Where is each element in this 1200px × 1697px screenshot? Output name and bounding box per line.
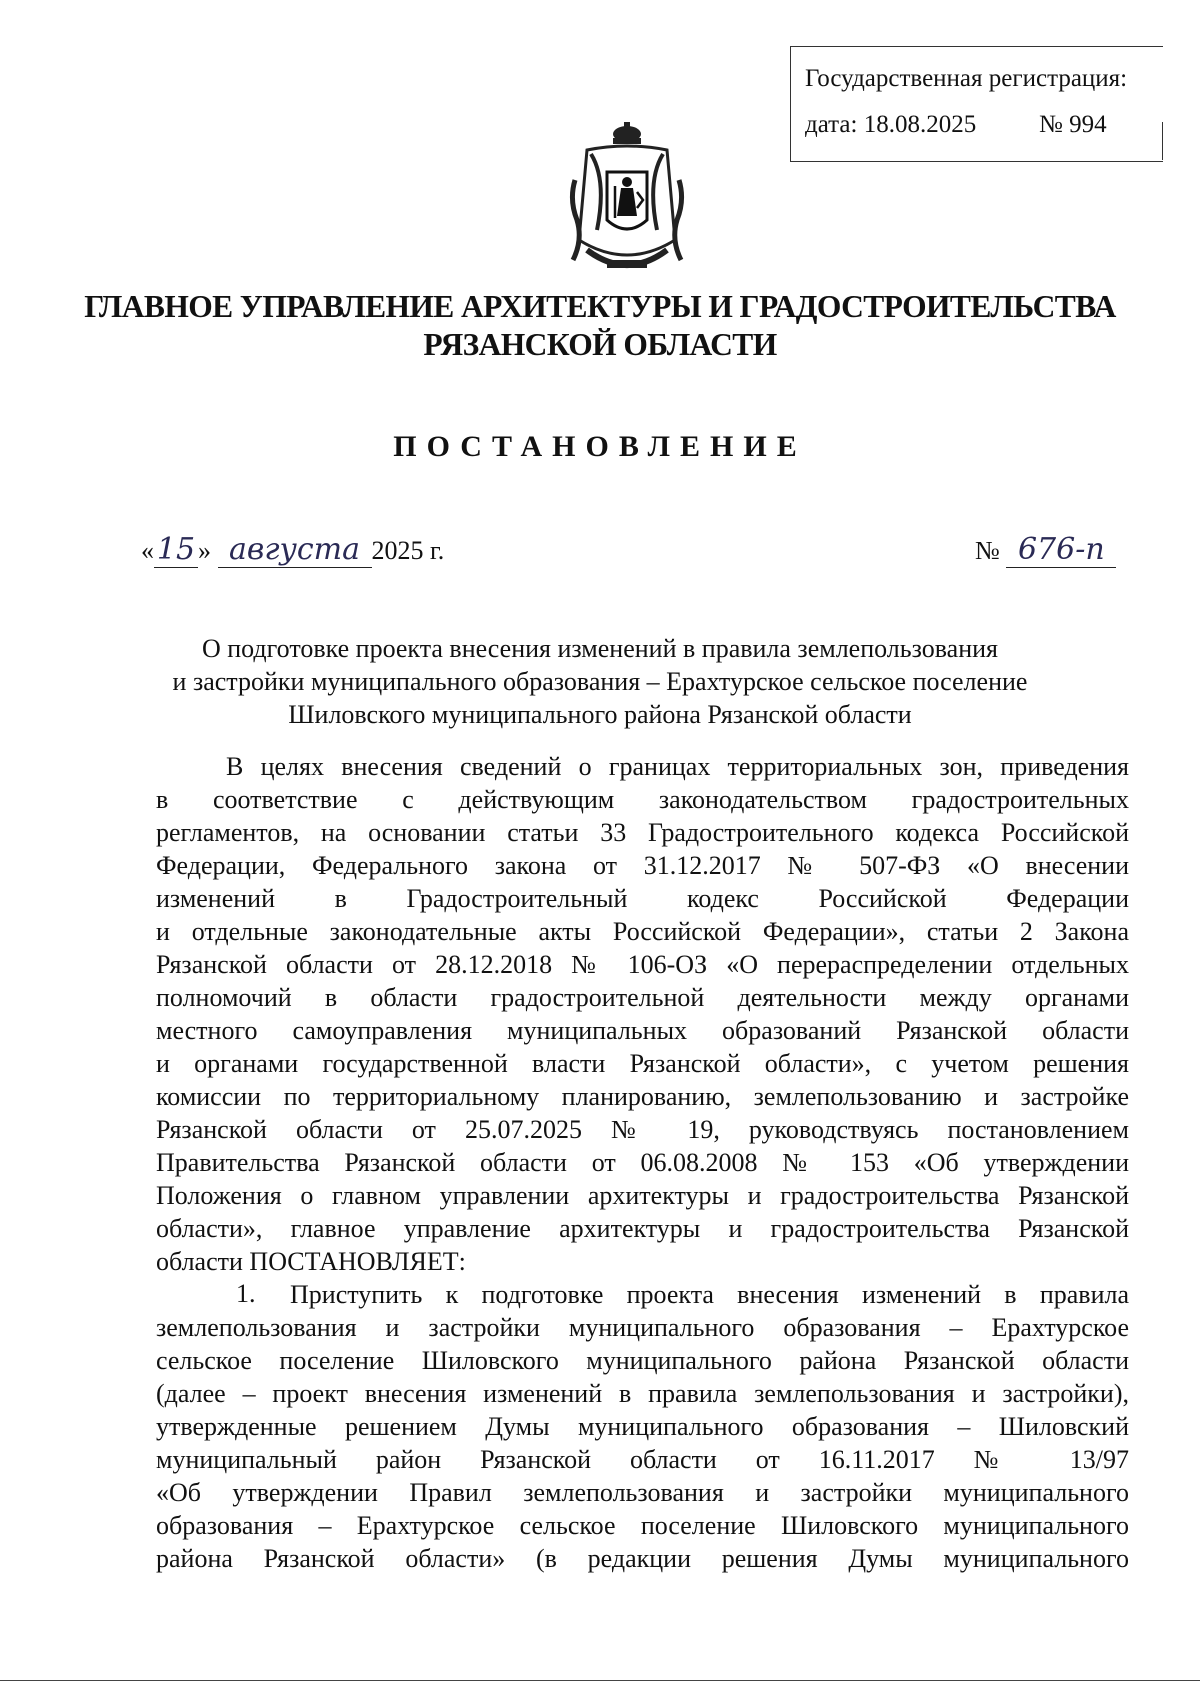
item-line: землепользования и застройки муниципального образования – Ерахтурское	[156, 1313, 1129, 1342]
item-line: сельское поселение Шиловского муниципального района Рязанской области	[156, 1346, 1129, 1375]
document-number	[975, 532, 1116, 568]
subject-line: Шиловского муниципального района Рязанской области	[288, 700, 912, 729]
item-line: образования – Ерахтурское сельское поселение Шиловского муниципального	[156, 1511, 1129, 1540]
subject-line: и застройки муниципального образования – Ерахтурское сельское поселение	[172, 667, 1028, 696]
body-line: местного самоуправления муниципальных образований Рязанской области	[156, 1016, 1129, 1045]
item-number: 1.	[236, 1279, 256, 1308]
item-line: района Рязанской области» (в редакции решения Думы муниципального	[156, 1544, 1129, 1573]
body-line: Положения о главном управлении архитектуры и градостроительства Рязанской	[156, 1181, 1129, 1210]
body-line: изменений в Градостроительный кодекс Российской Федерации	[156, 884, 1129, 913]
registration-date: дата: 18.08.2025	[805, 111, 977, 138]
date-year: 2025 г.	[371, 536, 445, 565]
stamp-border	[1162, 122, 1163, 160]
registration-stamp	[790, 46, 1163, 162]
organization-name-line2: РЯЗАНСКОЙ ОБЛАСТИ	[423, 327, 777, 362]
body-line: области», главное управление архитектуры и градостроительства Рязанской	[156, 1214, 1129, 1243]
body-line: Правительства Рязанской области от 06.08.2008 № 153 «Об утверждении	[156, 1148, 1129, 1177]
organization-name-line1: ГЛАВНОЕ УПРАВЛЕНИЕ АРХИТЕКТУРЫ И ГРАДОСТРОИТЕЛЬСТВА	[84, 289, 1116, 324]
number-prefix: №	[975, 536, 1000, 565]
document-type-title: ПОСТАНОВЛЕНИЕ	[393, 430, 807, 463]
body-line: В целях внесения сведений о границах территориальных зон, приведения	[226, 752, 1129, 781]
body-line: области ПОСТАНОВЛЯЕТ:	[156, 1247, 466, 1276]
subject-line: О подготовке проекта внесения изменений в правила землепользования	[201, 634, 998, 663]
body-line: и отдельные законодательные акты Российской Федерации», статьи 2 Закона	[156, 917, 1129, 946]
item-line: (далее – проект внесения изменений в правила землепользования и застройки),	[156, 1379, 1129, 1408]
registration-title: Государственная регистрация:	[805, 65, 1128, 92]
handwritten-day: 15	[154, 532, 198, 568]
body-line: в соответствие с действующим законодательством градостроительных	[156, 785, 1129, 814]
body-line: Рязанской области от 25.07.2025 № 19, руководствуясь постановлением	[156, 1115, 1129, 1144]
document-date	[141, 532, 444, 568]
body-line: регламентов, на основании статьи 33 Градостроительного кодекса Российской	[156, 818, 1129, 847]
item-line: Приступить к подготовке проекта внесения изменений в правила	[290, 1280, 1129, 1309]
item-line: муниципальный район Рязанской области от 16.11.2017 № 13/97	[156, 1445, 1129, 1474]
handwritten-month: августа	[218, 532, 372, 568]
page-bottom-divider	[0, 1680, 1200, 1681]
body-line: Федерации, Федерального закона от 31.12.2017 № 507-ФЗ «О внесении	[156, 851, 1129, 880]
body-line: и органами государственной власти Рязанской области», с учетом решения	[156, 1049, 1129, 1078]
body-line: полномочий в области градостроительной деятельности между органами	[156, 983, 1129, 1012]
item-line: утвержденные решением Думы муниципального образования – Шиловский	[156, 1412, 1129, 1441]
item-line: «Об утверждении Правил землепользования и застройки муниципального	[156, 1478, 1129, 1507]
handwritten-number: 676-п	[1006, 532, 1116, 568]
date-open-quote: «	[141, 536, 154, 565]
registration-number: № 994	[1039, 111, 1107, 138]
body-line: Рязанской области от 28.12.2018 № 106-ОЗ «О перераспределении отдельных	[156, 950, 1129, 979]
ryazan-coat-of-arms-icon	[567, 120, 687, 280]
date-close-quote: »	[198, 536, 211, 565]
body-line: комиссии по территориальному планированию, землепользованию и застройке	[156, 1082, 1129, 1111]
